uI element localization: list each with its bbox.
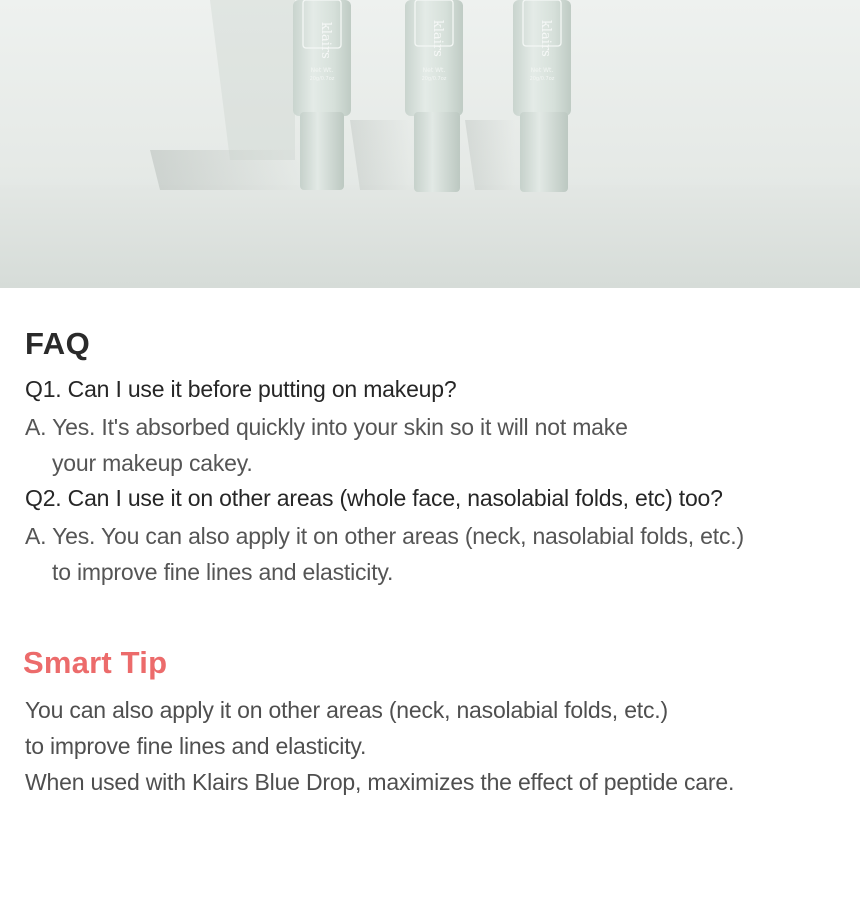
svg-text:klairs: klairs: [538, 20, 553, 57]
svg-text:20g/0.7oz: 20g/0.7oz: [309, 76, 335, 82]
smart-tip-title: Smart Tip: [23, 645, 168, 680]
svg-text:Net Wt.: Net Wt.: [422, 67, 446, 74]
tube-3: [513, 0, 571, 192]
faq-question-1: Q1. Can I use it before putting on makeup?: [25, 376, 457, 402]
svg-text:20g/0.7oz: 20g/0.7oz: [421, 76, 447, 82]
smart-tip-body: [25, 692, 734, 800]
faq-answer-2: [25, 518, 744, 590]
smart-tip-line-2: to improve fine lines and elasticity.: [25, 733, 367, 759]
smart-tip-line-3: When used with Klairs Blue Drop, maximizes the effect of peptide care.: [25, 769, 735, 795]
smart-tip-line-1: You can also apply it on other areas (neck, nasolabial folds, etc.): [25, 697, 668, 723]
faq-title: FAQ: [25, 326, 91, 361]
faq-answer-2-line1: A. Yes. You can also apply it on other areas (neck, nasolabial folds, etc.): [25, 523, 744, 549]
svg-text:Net Wt.: Net Wt.: [310, 67, 334, 74]
faq-answer-2-line2: to improve fine lines and elasticity.: [52, 559, 394, 585]
svg-text:20g/0.7oz: 20g/0.7oz: [529, 76, 555, 82]
faq-answer-1-line2: your makeup cakey.: [52, 450, 253, 476]
faq-question-2: Q2. Can I use it on other areas (whole face, nasolabial folds, etc) too?: [25, 485, 723, 511]
product-tubes-image: [0, 0, 860, 288]
svg-text:Net Wt.: Net Wt.: [530, 67, 554, 74]
faq-answer-1: [25, 409, 628, 481]
product-photo: [0, 0, 860, 288]
faq-answer-1-line1: A. Yes. It's absorbed quickly into your skin so it will not make: [25, 414, 628, 440]
svg-text:klairs: klairs: [318, 22, 333, 59]
svg-text:klairs: klairs: [430, 20, 445, 57]
tube-1: [293, 0, 351, 190]
